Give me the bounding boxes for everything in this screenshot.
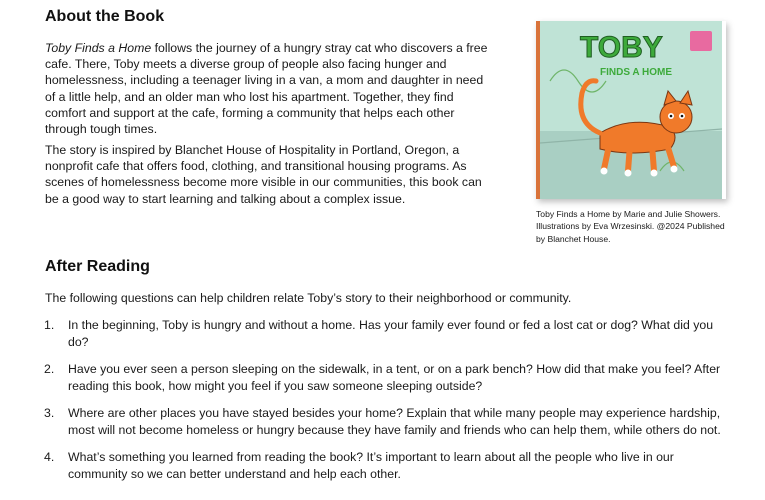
question-text: In the beginning, Toby is hungry and without a home. Has your family ever found or fed a lost cat or dog? What did you do? — [68, 318, 714, 349]
questions-list — [44, 317, 734, 493]
after-reading-heading: After Reading — [45, 258, 150, 275]
after-reading-intro: The following questions can help children relate Toby’s story to their neighborhood or community. — [45, 291, 572, 305]
cover-badge — [690, 31, 712, 51]
question-number: 1. — [44, 318, 55, 332]
about-paragraph-1-text: follows the journey of a hungry stray cat who discovers a free cafe. There, Toby meets a diverse group of people also facing hunger and homelessness, including a teenager living in a van, a mom and daughter in need of a little help, and an older man who lost his apartment. Together, they find comfort and support at the cafe, forming a community that helps each other through tough times. — [45, 41, 488, 137]
question-item — [44, 405, 734, 438]
question-text: What’s something you learned from reading the book? It’s important to learn about all the people who live in our community so we can better understand and help each other. — [68, 450, 674, 481]
question-number: 4. — [44, 450, 55, 464]
question-number: 3. — [44, 406, 55, 420]
cover-title-top: TOBY — [580, 31, 663, 64]
about-paragraph-2: The story is inspired by Blanchet House of Hospitality in Portland, Oregon, a nonprofit cafe that offers food, clothing, and transitional housing programs. As scenes of homelessness become more visible in our communities, this book can be a good way to start learning and talking about a complex issue. — [45, 143, 482, 206]
question-text: Have you ever seen a person sleeping on the sidewalk, in a tent, or on a park bench? How did that make you feel? After reading this book, how might you feel if you saw someone sleeping outside? — [68, 362, 721, 393]
book-cover-image — [536, 21, 726, 199]
question-item — [44, 317, 734, 350]
question-number: 2. — [44, 362, 55, 376]
book-title-italic: Toby Finds a Home — [45, 41, 152, 55]
about-paragraph-1 — [45, 40, 490, 137]
book-caption: Toby Finds a Home by Marie and Julie Showers. Illustrations by Eva Wrzesinski. @2024 Published by Blanchet House. — [536, 209, 725, 244]
question-item — [44, 449, 734, 482]
question-text: Where are other places you have stayed besides your home? Explain that while many people may experience hardship, most will not become homeless or hungry because they have family and friends who can help them, while others do not. — [68, 406, 721, 437]
cover-title-bottom: FINDS A HOME — [600, 67, 673, 78]
question-item — [44, 361, 734, 394]
about-heading: About the Book — [45, 8, 165, 25]
